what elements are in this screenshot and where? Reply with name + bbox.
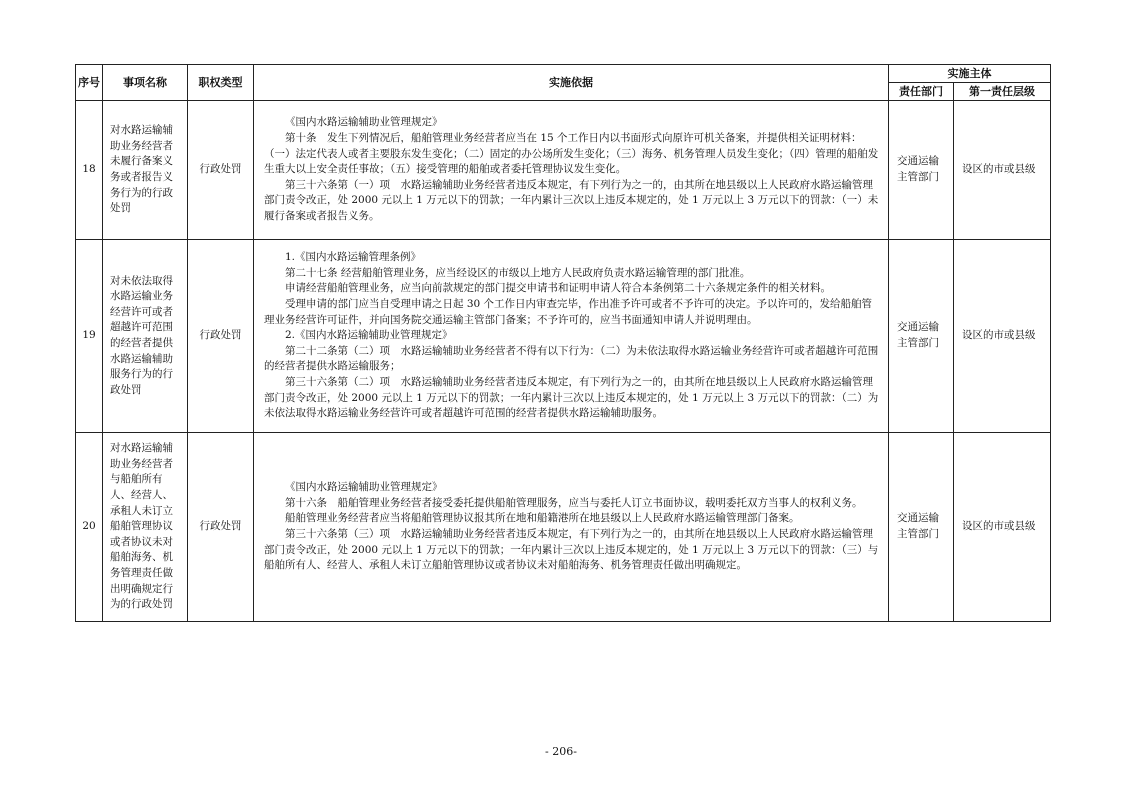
row-level: 设区的市或县级	[954, 240, 1051, 433]
basis-paragraph: 第三十六条第（一）项 水路运输辅助业务经营者违反本规定，有下列行为之一的，由其所在地县级以上人民政府水路运输管理部门责令改正，处 2000 元以上 1 万元以下的罚款；一年内累计三次以上违反本规定的，处 1 万元以上 3 万元以下的罚款：（一）未履行备案或者报告义务。	[264, 178, 879, 222]
row-level: 设区的市或县级	[954, 433, 1051, 622]
basis-paragraph: 《国内水路运输辅助业管理规定》	[285, 481, 443, 494]
row-dept: 交通运输主管部门	[889, 101, 954, 240]
header-level: 第一责任层级	[954, 83, 1051, 101]
row-power-type: 行政处罚	[188, 433, 254, 622]
basis-paragraph: 申请经营船舶管理业务，应当向前款规定的部门提交申请书和证明申请人符合本条例第二十六条规定条件的相关材料。	[285, 282, 831, 295]
row-level: 设区的市或县级	[954, 101, 1051, 240]
header-item-name: 事项名称	[103, 65, 188, 101]
row-basis	[254, 240, 889, 433]
basis-paragraph: 第二十二条第（二）项 水路运输辅助业务经营者不得有以下行为：（二）为未依法取得水路运输业务经营许可或者超越许可范围的经营者提供水路运输服务；	[264, 344, 879, 373]
row-dept: 交通运输主管部门	[889, 433, 954, 622]
row-item-name: 对未依法取得水路运输业务经营许可或者超越许可范围的经营者提供水路运输辅助服务行为的行政处罚	[103, 240, 188, 433]
basis-paragraph: 第三十六条第（二）项 水路运输辅助业务经营者违反本规定，有下列行为之一的，由其所在地县级以上人民政府水路运输管理部门责令改正，处 2000 元以上 1 万元以下的罚款；一年内累计三次以上违反本规定的，处 1 万元以上 3 万元以下的罚款：（二）为未依法取得水路运输业务经营许可或者超越许可范围的经营者提供水路运输辅助服务。	[264, 375, 879, 420]
row-power-type: 行政处罚	[188, 240, 254, 433]
page-number: - 206-	[545, 745, 577, 758]
header-subject: 实施主体	[889, 65, 1051, 83]
table-row	[76, 101, 1051, 240]
table-row	[76, 433, 1051, 622]
table-row	[76, 240, 1051, 433]
row-no: 18	[76, 101, 103, 240]
row-item-name: 对水路运输辅助业务经营者未履行备案义务或者报告义务行为的行政处罚	[103, 101, 188, 240]
row-item-name: 对水路运输辅助业务经营者与船舶所有人、经营人、承租人未订立船舶管理协议或者协议未对船舶海务、机务管理责任做出明确规定行为的行政处罚	[103, 433, 188, 622]
header-dept: 责任部门	[889, 83, 954, 101]
basis-paragraph: 第十六条 船舶管理业务经营者接受委托提供船舶管理服务，应当与委托人订立书面协议，载明委托双方当事人的权利义务。	[285, 496, 863, 509]
basis-paragraph: 第十条 发生下列情况后，船舶管理业务经营者应当在 15 个工作日内以书面形式向原许可机关备案，并提供相关证明材料：（一）法定代表人或者主要股东发生变化；（二）固定的办公场所发生变化；（三）海务、机务管理人员发生变化；（四）管理的船舶发生重大以上安全责任事故；（五）接受管理的船舶或者委托管理协议发生变化。	[264, 132, 879, 176]
basis-paragraph: 1.《国内水路运输管理条例》	[285, 251, 422, 264]
header-power-type: 职权类型	[188, 65, 254, 101]
basis-paragraph: 受理申请的部门应当自受理申请之日起 30 个工作日内审查完毕，作出准予许可或者不予许可的决定。予以许可的，发给船舶管理业务经营许可证件，并向国务院交通运输主管部门备案；不予许可的，应当书面通知申请人并说明理由。	[264, 298, 873, 326]
basis-paragraph: 2.《国内水路运输辅助业管理规定》	[285, 329, 453, 342]
basis-paragraph: 第三十六条第（三）项 水路运输辅助业务经营者违反本规定，有下列行为之一的，由其所在地县级以上人民政府水路运输管理部门责令改正，处 2000 元以上 1 万元以下的罚款；一年内累计三次以上违反本规定的，处 1 万元以上 3 万元以下的罚款：（三）与船舶所有人、经营人、承租人未订立船舶管理协议或者协议未对船舶海务、机务管理责任做出明确规定。	[264, 528, 879, 572]
row-basis	[254, 101, 889, 240]
basis-paragraph: 船舶管理业务经营者应当将船舶管理协议报其所在地和船籍港所在地县级以上人民政府水路运输管理部门备案。	[285, 512, 800, 525]
row-power-type: 行政处罚	[188, 101, 254, 240]
basis-paragraph: 第二十七条 经营船舶管理业务，应当经设区的市级以上地方人民政府负责水路运输管理的部门批准。	[285, 266, 751, 279]
enforcement-table	[75, 64, 1051, 622]
header-basis: 实施依据	[254, 65, 889, 101]
row-no: 20	[76, 433, 103, 622]
header-no: 序号	[76, 65, 103, 101]
basis-paragraph: 《国内水路运输辅助业管理规定》	[285, 116, 443, 129]
row-basis	[254, 433, 889, 622]
row-no: 19	[76, 240, 103, 433]
row-dept: 交通运输主管部门	[889, 240, 954, 433]
